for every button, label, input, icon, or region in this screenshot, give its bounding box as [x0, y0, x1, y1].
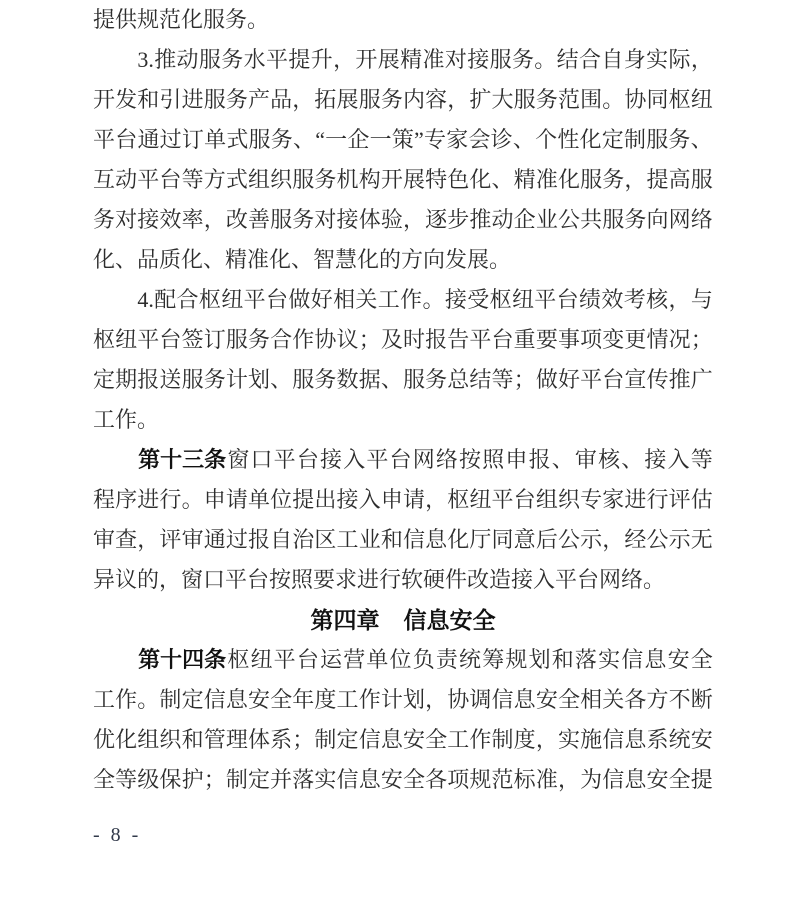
- text-line: 务 对 接 效 率 ， 改 善 服 务 对 接 体 验 ， 逐 步 推 动 企 业 公 共 服 务 向 网 络: [93, 207, 713, 232]
- document-body: [93, 0, 713, 800]
- paragraph-indent: [93, 60, 137, 61]
- body-text-run: 提供规范化服务。: [93, 7, 270, 32]
- chapter-heading-text: 信息安全: [403, 607, 496, 633]
- text-line: 全 等 级 保 护 ； 制 定 并 落 实 信 息 安 全 各 项 规 范 标 准 ， 为 信 息 安 全 提: [93, 767, 713, 792]
- paragraph-indent: [93, 660, 137, 661]
- text-line: 定 期 报 送 服 务 计 划 、 服 务 数 据 、 服 务 总 结 等 ； 做 好 平 台 宣 传 推 广: [93, 367, 713, 392]
- text-line: [93, 560, 713, 600]
- text-line: 优 化 组 织 和 管 理 体 系 ； 制 定 信 息 安 全 工 作 制 度 ， 实 施 信 息 系 统 安: [93, 727, 713, 752]
- page-number: - 8 -: [93, 824, 142, 846]
- body-text-run: 异议的，窗口平台按照要求进行软硬件改造接入平台网络。: [93, 567, 666, 592]
- text-line: [93, 400, 713, 440]
- text-line: 开 发 和 引 进 服 务 产 品 ， 拓 展 服 务 内 容 ， 扩 大 服 务 范 围 。 协 同 枢 纽: [93, 87, 713, 112]
- chapter-heading: [93, 600, 713, 640]
- body-text-run: 工作。: [93, 407, 160, 432]
- text-line: 程 序 进 行 。 申 请 单 位 提 出 接 入 申 请 ， 枢 纽 平 台 组 织 专 家 进 行 评 估: [93, 487, 713, 512]
- text-line: 互 动 平 台 等 方 式 组 织 服 务 机 构 开 展 特 色 化 、 精 准 化 服 务 ， 提 高 服: [93, 167, 713, 192]
- chapter-heading-text: 第四章: [310, 607, 380, 633]
- body-text-run: 化、品质化、精准化、智慧化的方向发展。: [93, 247, 512, 272]
- text-line: 枢 纽 平 台 签 订 服 务 合 作 协 议 ； 及 时 报 告 平 台 重 要 事 项 变 更 情 况 ；: [93, 327, 713, 352]
- text-line: 第十四条 枢 纽 平 台 运 营 单 位 负 责 统 筹 规 划 和 落 实 信 息 安 全: [93, 640, 713, 680]
- text-line: 第十三条 窗 口 平 台 接 入 平 台 网 络 按 照 申 报 、 审 核 、 接 入 等: [93, 440, 713, 480]
- text-line: 3. 推 动 服 务 水 平 提 升 ， 开 展 精 准 对 接 服 务 。 结 合 自 身 实 际 ，: [93, 40, 713, 80]
- text-line: 审 查 ， 评 审 通 过 报 自 治 区 工 业 和 信 息 化 厅 同 意 后 公 示 ， 经 公 示 无: [93, 527, 713, 552]
- text-line: [93, 0, 713, 40]
- paragraph-indent: [93, 460, 137, 461]
- text-line: [93, 240, 713, 280]
- text-line: 平 台 通 过 订 单 式 服 务 、 “ 一 企 一 策 ” 专 家 会 诊 、 个 性 化 定 制 服 务 、: [93, 127, 713, 152]
- text-line: 工 作 。 制 定 信 息 安 全 年 度 工 作 计 划 ， 协 调 信 息 安 全 相 关 各 方 不 断: [93, 687, 713, 712]
- paragraph-indent: [93, 300, 137, 301]
- text-line: 4. 配 合 枢 纽 平 台 做 好 相 关 工 作 。 接 受 枢 纽 平 台 绩 效 考 核 ， 与: [93, 280, 713, 320]
- article-number: 第十四条: [138, 647, 227, 672]
- article-number: 第十三条: [138, 447, 227, 472]
